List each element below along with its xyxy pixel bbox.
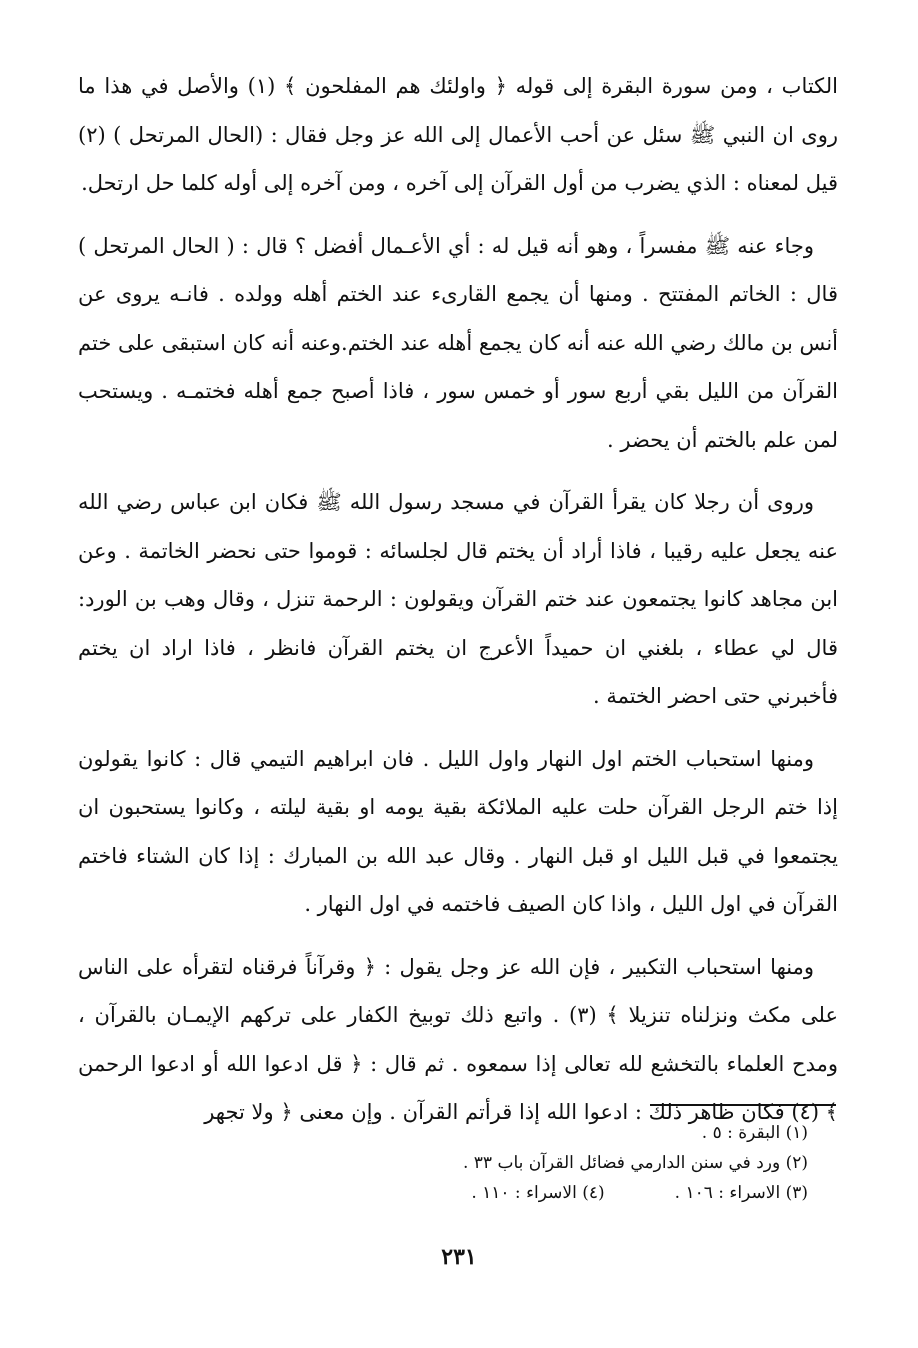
footnote-row — [80, 1178, 808, 1208]
footnotes — [80, 1118, 808, 1208]
footnote-4: (٤) الاسراء : ١١٠ . — [471, 1183, 605, 1203]
paragraph-3: وروى أن رجلا كان يقرأ القرآن في مسجد رسول الله ﷺ فكان ابن عباس رضي الله عنه يجعل عليه رقيبا ، فاذا أراد أن يختم قال لجلسائه : قوموا حتى نحضر الخاتمة . وعن ابن مجاهد كانوا يجتمعون عند ختم القرآن ويقولون : الرحمة تنزل ، وقال وهب بن الورد: قال لي عطاء ، بلغني ان حميداً الأعرج ان يختم القرآن فانظر ، فاذا اراد ان يختم فأخبرني حتى احضر الختمة . — [78, 490, 838, 708]
footnote-separator — [650, 1104, 836, 1106]
paragraph-1: الكتاب ، ومن سورة البقرة إلى قوله ﴿ واولئك هم المفلحون ﴾ (١) والأصل في هذا ما روى ان النبي ﷺ سئل عن أحب الأعمال إلى الله عز وجل فقال : (الحال المرتحل ) (٢) قيل لمعناه : الذي يضرب من أول القرآن إلى آخره ، ومن آخره إلى أوله كلما حل ارتحل. — [78, 74, 839, 195]
footnote-3: (٣) الاسراء : ١٠٦ . — [674, 1183, 808, 1203]
main-text — [78, 62, 838, 1137]
paragraph-5: ومنها استحباب التكبير ، فإن الله عز وجل يقول : ﴿ وقرآناً فرقناه لتقرأه على الناس على مكث ونزلناه تنزيلا ﴾ (٣) . واتبع ذلك توبيخ الكفار على تركهم الإيمـان بالقرآن ، ومدح العلماء بالتخشع لله تعالى إذا سمعوه . ثم قال : ﴿ قل ادعوا الله أو ادعوا الرحمن ﴾ (٤) فكان ظاهر ذلك : ادعوا الله إذا قرأتم القرآن . وإن معنى ﴿ ولا تجهر — [78, 954, 838, 1124]
paragraph-2: وجاء عنه ﷺ مفسراً ، وهو أنه قيل له : أي الأعـمال أفضل ؟ قال : ( الحال المرتحل ) قال : الخاتم المفتتح . ومنها أن يجمع القارىء عند الختم أهله وولده . فانـه يروى عن أنس بن مالك رضي الله عنه أنه كان يجمع أهله عند الختم.وعنه أنه كان استبقى على ختم القرآن من الليل بقي أربع سور أو خمس سور ، فاذا أصبح جمع أهله فختمـه . ويستحب لمن علم بالختم أن يحضر . — [78, 233, 838, 452]
footnote-2: (٢) ورد في سنن الدارمي فضائل القرآن باب ٣٣ . — [462, 1153, 808, 1173]
footnote-row — [80, 1148, 808, 1178]
page-number: ٢٣١ — [441, 1244, 477, 1270]
footnote-1: (١) البقرة : ٥ . — [701, 1123, 808, 1143]
footnote-row — [80, 1118, 808, 1148]
paragraph-4: ومنها استحباب الختم اول النهار واول الليل . فان ابراهيم التيمي قال : كانوا يقولون إذا ختم الرجل القرآن حلت عليه الملائكة بقية يومه او بقية ليلته ، وكانوا يستحبون ان يجتمعوا في قبل الليل او قبل النهار . وقال عبد الله بن المبارك : إذا كان الشتاء فاختم القرآن في اول الليل ، واذا كان الصيف فاختمه في اول النهار . — [78, 746, 838, 916]
